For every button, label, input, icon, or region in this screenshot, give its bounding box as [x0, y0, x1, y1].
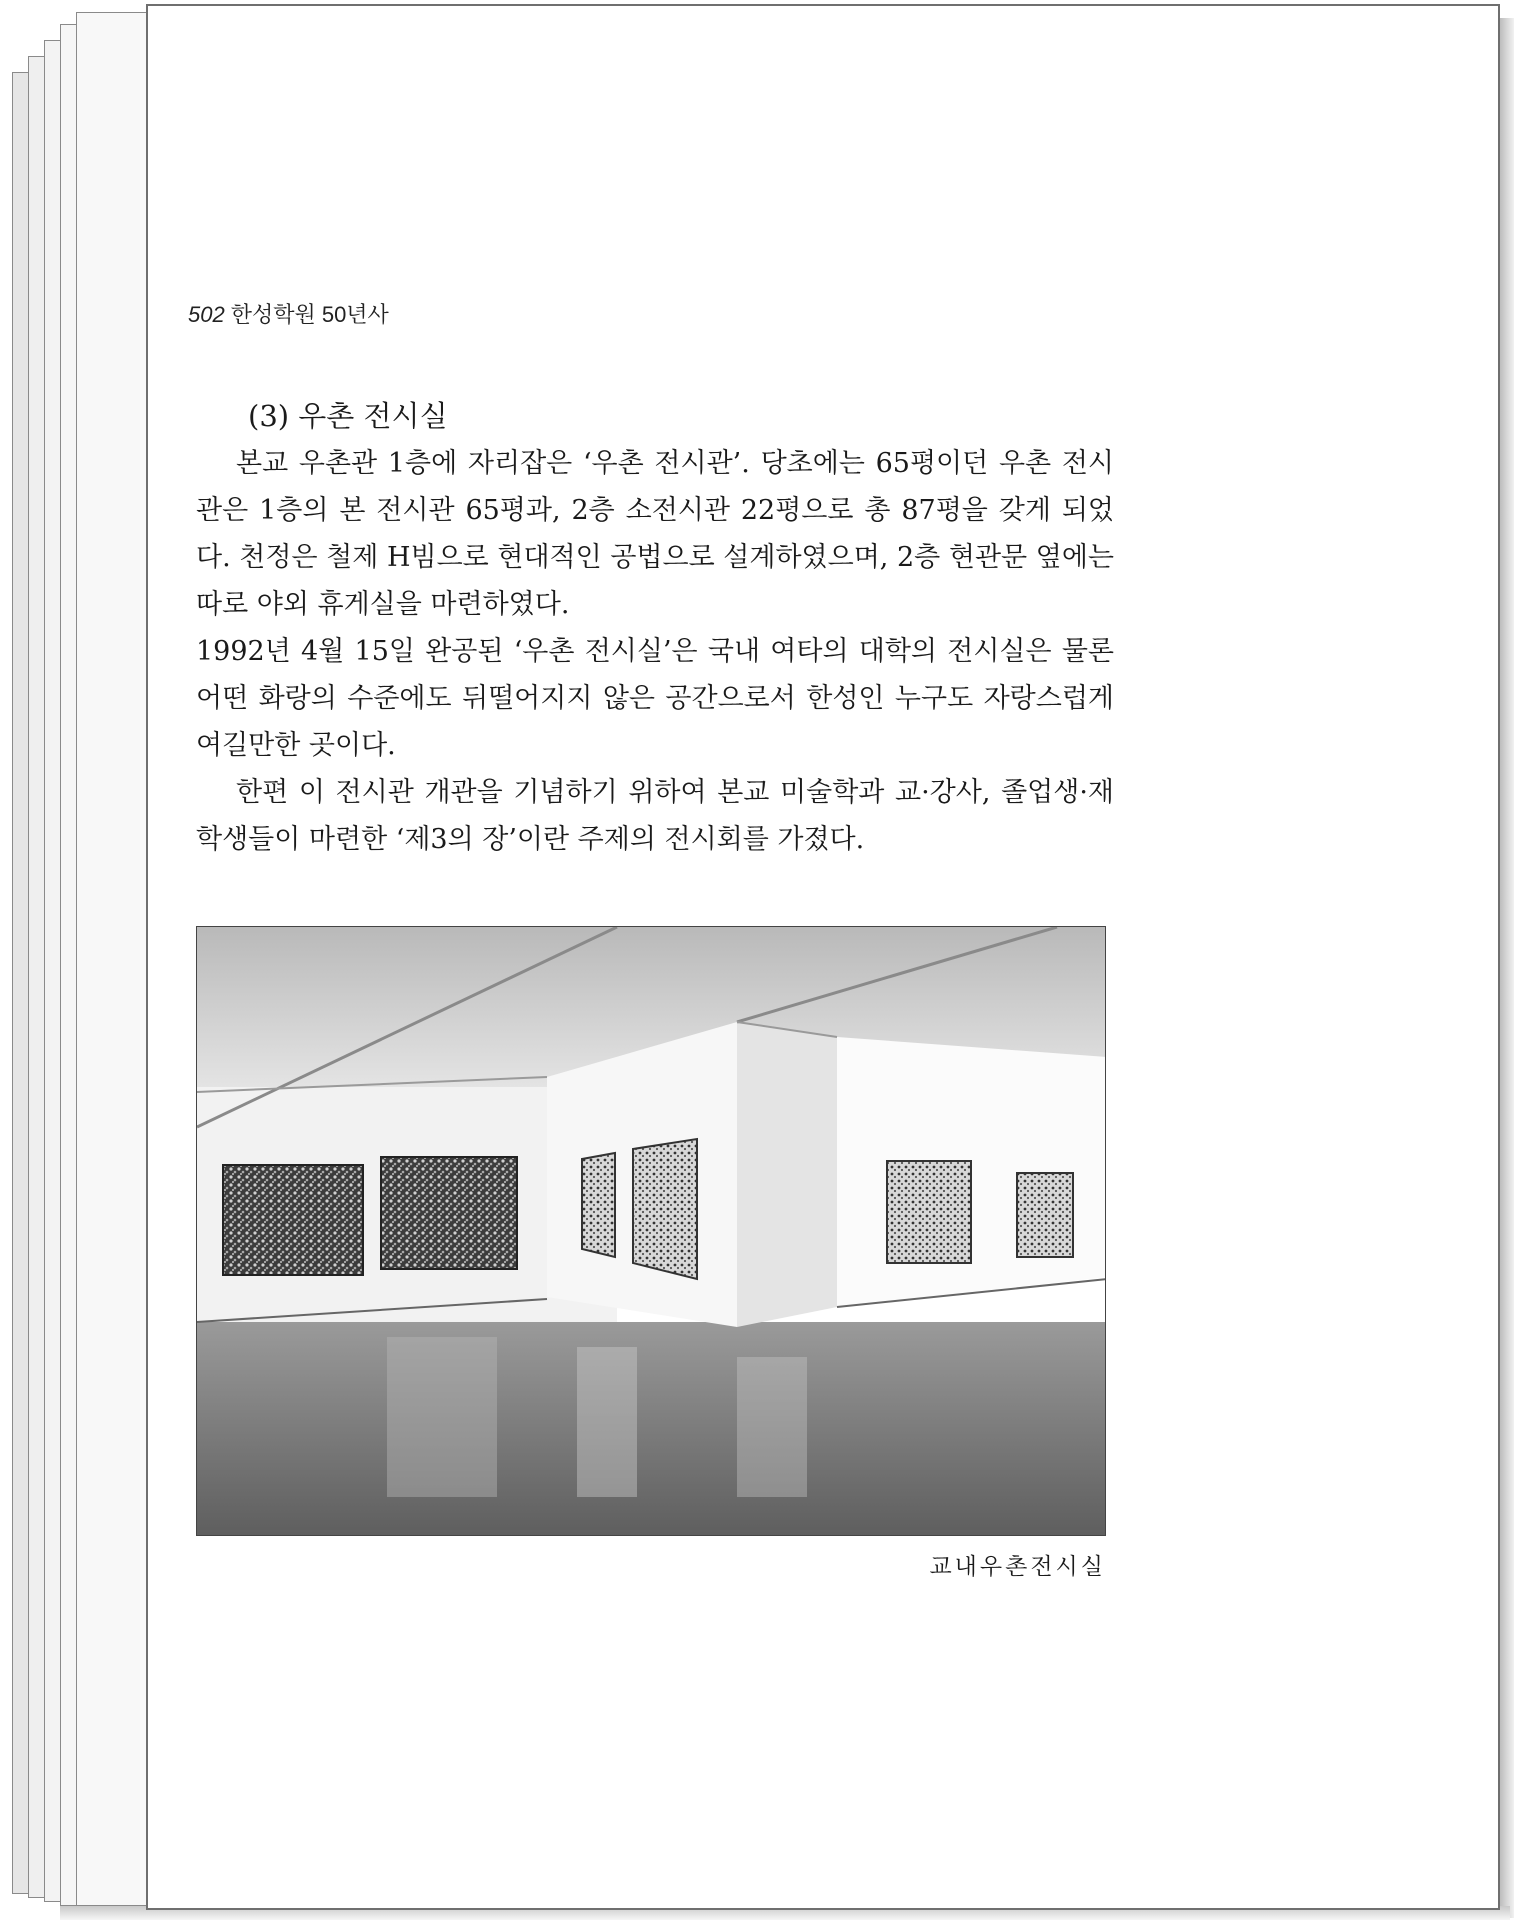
exhibition-hall-photo: [196, 926, 1106, 1536]
painting: [1017, 1173, 1073, 1257]
paragraph: 본교 우촌관 1층에 자리잡은 ‘우촌 전시관’. 당초에는 65평이던 우촌 전시관은 1층의 본 전시관 65평과, 2층 소전시관 22평으로 총 87평을 갖게 되었다. 천정은 철제 H빔으로 현대적인 공법으로 설계하였으며, 2층 현관문 옆에는 따로 야외 휴게실을 마련하였다.: [196, 448, 1114, 620]
paragraph: 한편 이 전시관 개관을 기념하기 위하여 본교 미술학과 교·강사, 졸업생·재학생들이 마련한 ‘제3의 장’이란 주제의 전시회를 가졌다.: [196, 777, 1114, 855]
painting: [633, 1139, 697, 1279]
floor: [197, 1322, 1106, 1536]
running-header: [188, 298, 389, 329]
book-title: 한성학원 50년사: [230, 302, 389, 327]
floor-reflection: [577, 1347, 637, 1497]
pillar-side: [737, 1022, 837, 1327]
body-text: [196, 440, 1114, 863]
painting: [887, 1161, 971, 1263]
painting: [582, 1153, 615, 1257]
floor-reflection: [387, 1337, 497, 1497]
section-heading: (3) 우촌 전시실: [248, 399, 448, 433]
painting: [223, 1165, 363, 1275]
figure-caption: 교내우촌전시실: [929, 1554, 1106, 1580]
page-number: 502: [188, 302, 225, 327]
floor-reflection: [737, 1357, 807, 1497]
page-shadow-right: [1500, 18, 1514, 1918]
painting: [381, 1157, 517, 1269]
paragraph: 1992년 4월 15일 완공된 ‘우촌 전시실’은 국내 여타의 대학의 전시실은 물론 어떤 화랑의 수준에도 뒤떨어지지 않은 공간으로서 한성인 누구도 자랑스럽게 여길만한 곳이다.: [196, 636, 1114, 761]
gallery-illustration: [197, 927, 1106, 1536]
